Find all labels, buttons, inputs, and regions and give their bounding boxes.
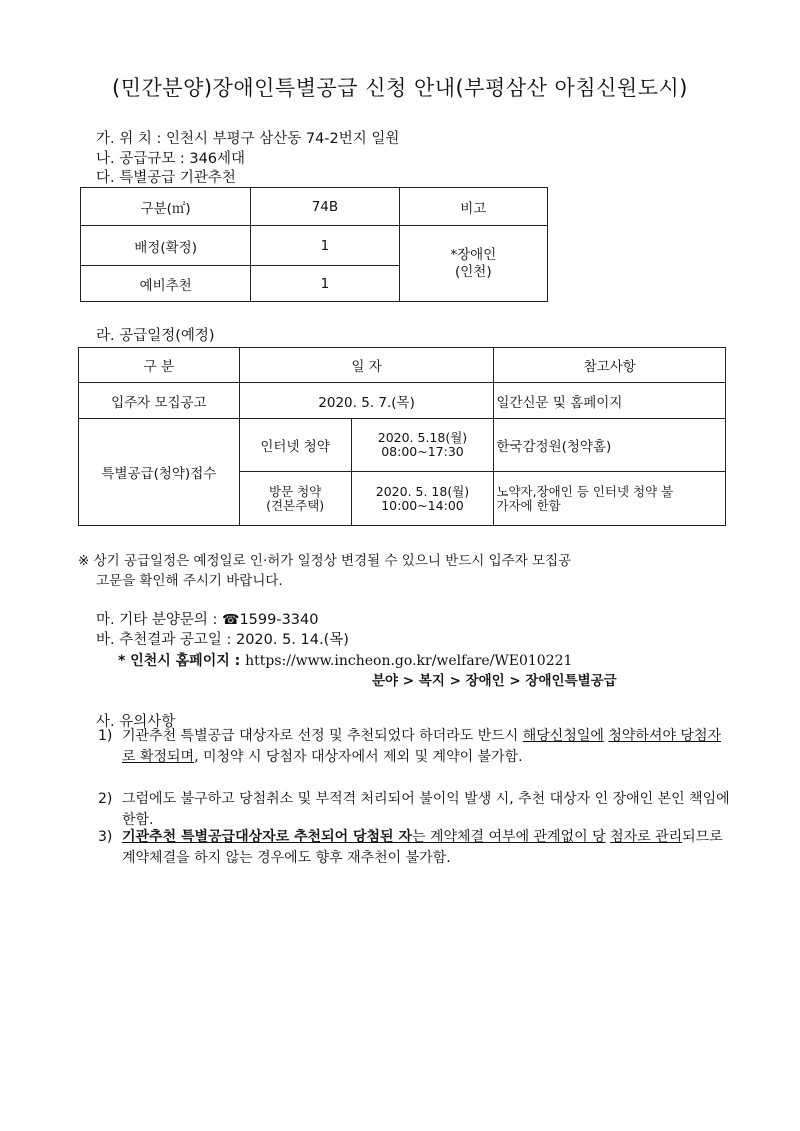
caution-3-underline1: 계약체결 여부에 관계없이 당 bbox=[429, 829, 606, 845]
schedule-heading: 라. 공급일정(예정) bbox=[96, 328, 215, 344]
row-announce-note: 일간신문 및 홈페이지 bbox=[494, 383, 726, 419]
caution-2-number: 2) bbox=[98, 791, 113, 807]
caution-item-3 bbox=[98, 827, 730, 869]
row-announce-label: 입주자 모집공고 bbox=[79, 383, 240, 419]
row-confirmed-label: 배정(확정) bbox=[81, 226, 251, 266]
visit-apply-type bbox=[239, 472, 351, 526]
notice-line1: ※ 상기 공급일정은 예정일로 인·허가 일정상 변경될 수 있으니 반드시 입주자 모집공 bbox=[78, 553, 572, 569]
header-area: 구분(㎡) bbox=[81, 188, 251, 226]
visit-apply-type2: (견본주택) bbox=[266, 497, 325, 513]
internet-apply-date1: 2020. 5.18(월) bbox=[377, 430, 468, 445]
telephone-icon: ☎ bbox=[221, 612, 240, 628]
homepage-url[interactable]: https://www.incheon.go.kr/welfare/WE010221 bbox=[245, 653, 573, 669]
schedule-table bbox=[78, 347, 726, 526]
header-date: 일 자 bbox=[239, 348, 494, 383]
supply-scale-line: 나. 공급규모 : 346세대 bbox=[96, 151, 246, 167]
visit-apply-note1: 노약자,장애인 등 인터넷 청약 불 bbox=[496, 483, 674, 499]
institution-heading: 다. 특별공급 기관추천 bbox=[96, 170, 236, 186]
contact-line bbox=[96, 608, 318, 629]
contact-label: 마. 기타 분양문의 : bbox=[96, 612, 222, 628]
caution-1-text bbox=[122, 726, 730, 768]
caution-3-post: 되므로 계약체결을 하지 않는 경우에도 향후 재추천이 불가함. bbox=[122, 829, 723, 866]
caution-1-underline2: 청약하셔야 당첨자로 확정되며 bbox=[122, 728, 722, 765]
caution-3-text bbox=[122, 827, 730, 869]
caution-3-number: 3) bbox=[98, 829, 113, 845]
internet-apply-date2: 08:00~17:30 bbox=[381, 444, 464, 459]
contact-phone: 1599-3340 bbox=[239, 612, 319, 628]
caution-1-number: 1) bbox=[98, 728, 113, 744]
caution-3-mid: 는 bbox=[411, 829, 430, 845]
visit-apply-date2: 10:00~14:00 bbox=[381, 497, 464, 513]
remark-line1: *장애인 bbox=[450, 246, 497, 263]
homepage-label: * 인천시 홈페이지 : bbox=[118, 653, 246, 669]
page-title: (민간분양)장애인특별공급 신청 안내(부평삼산 아침신원도시) bbox=[112, 76, 688, 100]
caution-item-2 bbox=[98, 789, 730, 831]
visit-apply-note bbox=[494, 472, 726, 526]
visit-apply-note2: 가자에 한함 bbox=[496, 497, 561, 513]
caution-item-1 bbox=[98, 726, 730, 768]
announce-line: 바. 추천결과 공고일 : 2020. 5. 14.(목) bbox=[96, 632, 349, 648]
header-notes: 참고사항 bbox=[494, 348, 726, 383]
special-supply-label: 특별공급(청약)접수 bbox=[79, 419, 240, 526]
row-reserve-label: 예비추천 bbox=[81, 266, 251, 302]
visit-apply-type1: 방문 청약 bbox=[268, 483, 322, 499]
caution-1-pre: 기관추천 특별공급 대상자로 선정 및 추천되었다 하더라도 반드시 bbox=[122, 728, 523, 744]
caution-2-text: 그럼에도 불구하고 당첨취소 및 부적격 처리되어 불이익 발생 시, 추천 대상자 인 장애인 본인 책임에 한함. bbox=[122, 791, 730, 828]
location-line: 가. 위 치 : 인천시 부평구 삼산동 74-2번지 일원 bbox=[96, 131, 400, 147]
visit-apply-date1: 2020. 5. 18(월) bbox=[375, 483, 470, 499]
caution-3-bold: 기관추천 특별공급대상자로 추천되어 당첨된 자 bbox=[122, 829, 412, 845]
allocation-table bbox=[80, 187, 548, 302]
caution-3-underline2: 첨자로 관리 bbox=[610, 829, 683, 845]
header-category: 구 분 bbox=[79, 348, 240, 383]
row-reserve-value: 1 bbox=[251, 266, 399, 302]
header-remark: 비고 bbox=[399, 188, 547, 226]
internet-apply-date bbox=[351, 419, 494, 472]
menu-path: 분야 > 복지 > 장애인 > 장애인특별공급 bbox=[372, 673, 617, 689]
cautions-heading: 사. 유의사항 bbox=[96, 714, 176, 730]
visit-apply-date bbox=[351, 472, 494, 526]
remark-cell bbox=[399, 226, 547, 302]
caution-1-post: , 미청약 시 당첨자 대상자에서 제외 및 계약이 불가함. bbox=[194, 749, 523, 765]
internet-apply-type: 인터넷 청약 bbox=[239, 419, 351, 472]
internet-apply-note: 한국감정원(청약홈) bbox=[494, 419, 726, 472]
homepage-line bbox=[118, 650, 572, 670]
row-announce-date: 2020. 5. 7.(목) bbox=[239, 383, 494, 419]
remark-line2: (인천) bbox=[455, 263, 492, 280]
row-confirmed-value: 1 bbox=[251, 226, 399, 266]
notice-line2: 고문을 확인해 주시기 바랍니다. bbox=[96, 573, 283, 589]
caution-1-underline1: 해당신청일에 bbox=[522, 728, 604, 744]
header-74b: 74B bbox=[251, 188, 399, 226]
